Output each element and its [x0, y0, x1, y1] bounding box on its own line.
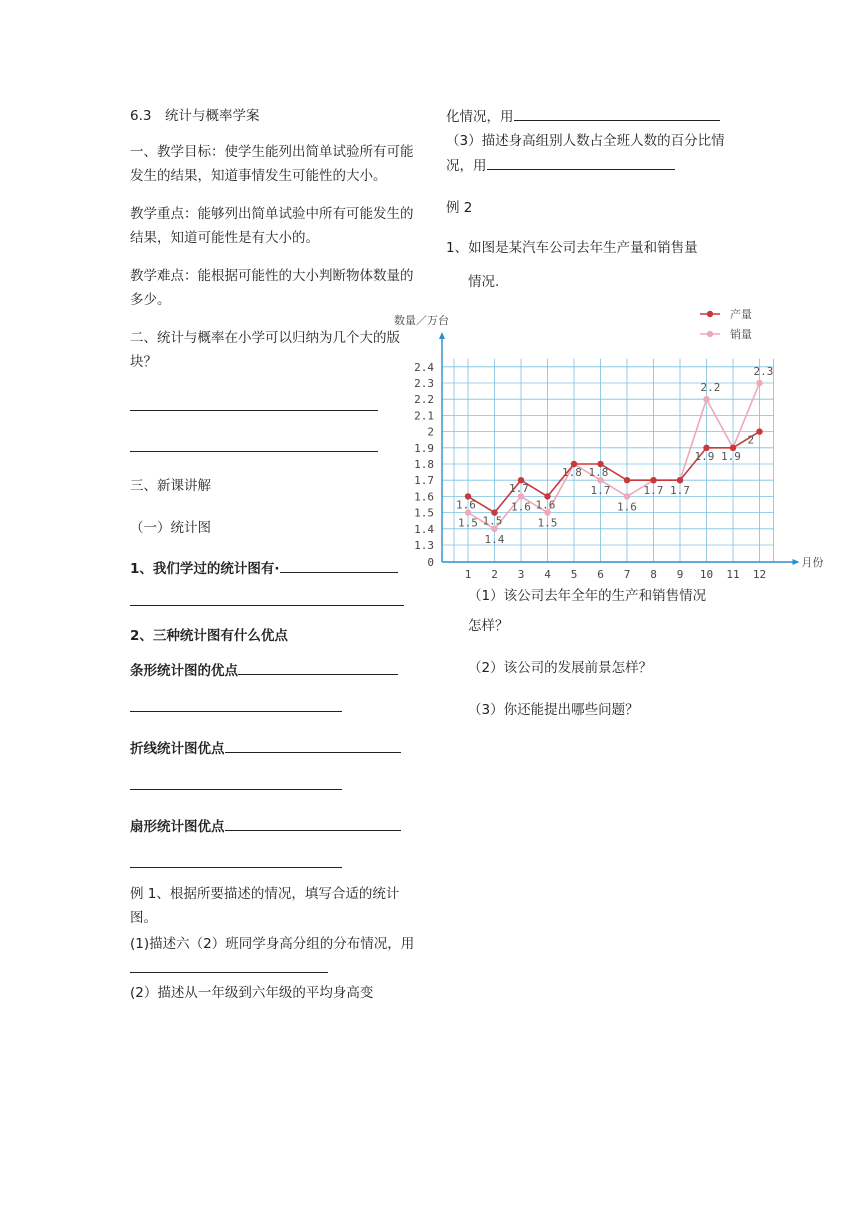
q1-label: 1、我们学过的统计图有· [130, 556, 420, 581]
x-tick-label: 4 [544, 568, 551, 581]
example-1-3: （3）描述身高组别人数占全班人数的百分比情况，用 [446, 133, 725, 174]
y-tick-label: 1.3 [414, 539, 434, 552]
y-axis-arrow [439, 332, 445, 339]
sales-label: 1.5 [537, 516, 558, 530]
production-label: 1.6 [456, 498, 476, 512]
question-2: 二、统计与概率在小学可以归纳为几个大的版块？ [130, 330, 400, 370]
teaching-goal: 一、教学目标：使学生能列出简单试验所有可能发生的结果，知道事情发生可能性的大小。 [130, 144, 414, 184]
y-tick-label: 1.5 [414, 506, 434, 520]
y-tick-label: 2.1 [414, 409, 434, 423]
sales-label: 1.6 [617, 500, 637, 514]
production-label: 1.6 [535, 498, 556, 512]
production-label: 1.8 [588, 466, 609, 479]
line-advantage: 折线统计图优点 [130, 736, 420, 761]
x-tick-label: 12 [752, 568, 767, 581]
x-tick-label: 1 [464, 568, 472, 581]
question-b: （2）该公司的发展前景怎样？ [468, 660, 653, 676]
y-tick-label: 1.9 [414, 441, 434, 455]
production-label: 1.9 [694, 449, 715, 463]
pie-line[interactable] [130, 867, 342, 868]
production-label: 1.5 [482, 514, 503, 528]
legend-label: 产量 [730, 308, 752, 321]
legend-marker [707, 331, 713, 337]
ex1-1-blank[interactable] [130, 956, 328, 973]
x-tick-label: 2 [491, 568, 498, 581]
x-axis-arrow [793, 559, 800, 565]
sales-point [756, 380, 762, 386]
example-2: 例 2 [446, 200, 473, 216]
line-blank[interactable] [225, 736, 401, 753]
chart-series [465, 380, 763, 532]
answer-line-2[interactable] [130, 451, 378, 452]
legend-marker [707, 311, 713, 317]
pie-advantage: 扇形统计图优点 [130, 814, 420, 839]
y-tick-label: 1.4 [414, 522, 434, 536]
production-point [650, 477, 656, 483]
production-point [756, 428, 762, 434]
y-tick-label: 2.2 [414, 393, 434, 407]
y-tick-label: 1.6 [414, 490, 434, 504]
production-label: 1.7 [509, 482, 529, 496]
production-point [677, 477, 683, 483]
production-label: 2 [747, 433, 755, 447]
q2-label: 2、三种统计图有什么优点 [130, 628, 288, 644]
example-1-1: (1)描述六（2）班同学身高分组的分布情况，用 [130, 932, 420, 981]
difficulty: 教学难点：能根据可能性的大小判断物体数量的多少。 [130, 268, 414, 308]
legend-label: 销量 [730, 328, 752, 341]
x-tick-label: 8 [650, 568, 657, 581]
sales-label: 1.7 [670, 484, 690, 498]
y-axis-label: 数量／万台 [394, 314, 449, 327]
sales-label: 2.2 [700, 381, 721, 395]
x-tick-label: 9 [676, 568, 684, 581]
ex1-2-blank[interactable] [514, 104, 720, 121]
y-tick-label: 1.8 [414, 458, 434, 471]
chart-legend [700, 307, 752, 341]
production-point [624, 477, 630, 483]
x-tick-label: 10 [699, 568, 714, 581]
chart-axes [394, 313, 824, 581]
x-tick-label: 3 [517, 568, 525, 581]
sales-label: 1.5 [458, 516, 478, 530]
example-1-2: (2）描述从一年级到六年级的平均身高变 [130, 985, 374, 1001]
production-label: 1.8 [562, 466, 582, 479]
sales-point [624, 493, 630, 499]
example-2-intro: 1、如图是某汽车公司去年生产量和销售量 [446, 240, 698, 256]
x-tick-label: 5 [570, 568, 578, 581]
production-sales-chart [390, 302, 830, 582]
section-3: 三、新课讲解 [130, 478, 211, 494]
key-point: 教学重点：能够列出简单试验中所有可能发生的结果，知道可能性是有大小的。 [130, 206, 414, 246]
ex1-3-blank[interactable] [487, 153, 675, 170]
bar-blank[interactable] [238, 658, 398, 675]
left-column [130, 104, 420, 1005]
example-2-intro-b: 情况. [468, 274, 500, 290]
example-1: 例 1、根据所要描述的情况，填写合适的统计图。 [130, 886, 400, 926]
x-tick-label: 6 [597, 568, 604, 581]
sales-label: 2.3 [753, 365, 774, 378]
y-tick-label: 0 [427, 556, 434, 569]
question-a: （1）该公司去年全年的生产和销售情况 [468, 588, 707, 604]
x-axis-label: 月份 [801, 556, 824, 569]
bar-advantage: 条形统计图的优点 [130, 658, 420, 683]
x-tick-label: 7 [623, 568, 631, 581]
line-line[interactable] [130, 789, 342, 790]
pie-blank[interactable] [225, 814, 401, 831]
sales-point [703, 396, 709, 402]
answer-line-1[interactable] [130, 410, 378, 411]
q1-line[interactable] [130, 605, 404, 606]
y-tick-label: 2.3 [414, 377, 434, 390]
q1-blank[interactable] [280, 556, 398, 573]
example-1-2-cont: 化情况，用 [446, 104, 736, 129]
production-label: 1.9 [721, 449, 741, 463]
sales-label: 1.7 [590, 484, 611, 498]
question-a2: 怎样？ [468, 618, 509, 634]
bar-line[interactable] [130, 711, 342, 712]
y-tick-label: 1.7 [414, 474, 434, 488]
y-tick-label: 2 [427, 425, 434, 439]
sales-label: 1.4 [484, 532, 505, 546]
doc-title: 6.3 统计与概率学案 [130, 108, 260, 124]
x-tick-label: 11 [726, 568, 740, 581]
subsection-1: （一）统计图 [130, 520, 211, 536]
question-c: （3）你还能提出哪些问题？ [468, 702, 639, 718]
y-tick-label: 2.4 [414, 360, 434, 374]
sales-label: 1.6 [511, 500, 531, 514]
sales-label: 1.7 [643, 484, 664, 498]
